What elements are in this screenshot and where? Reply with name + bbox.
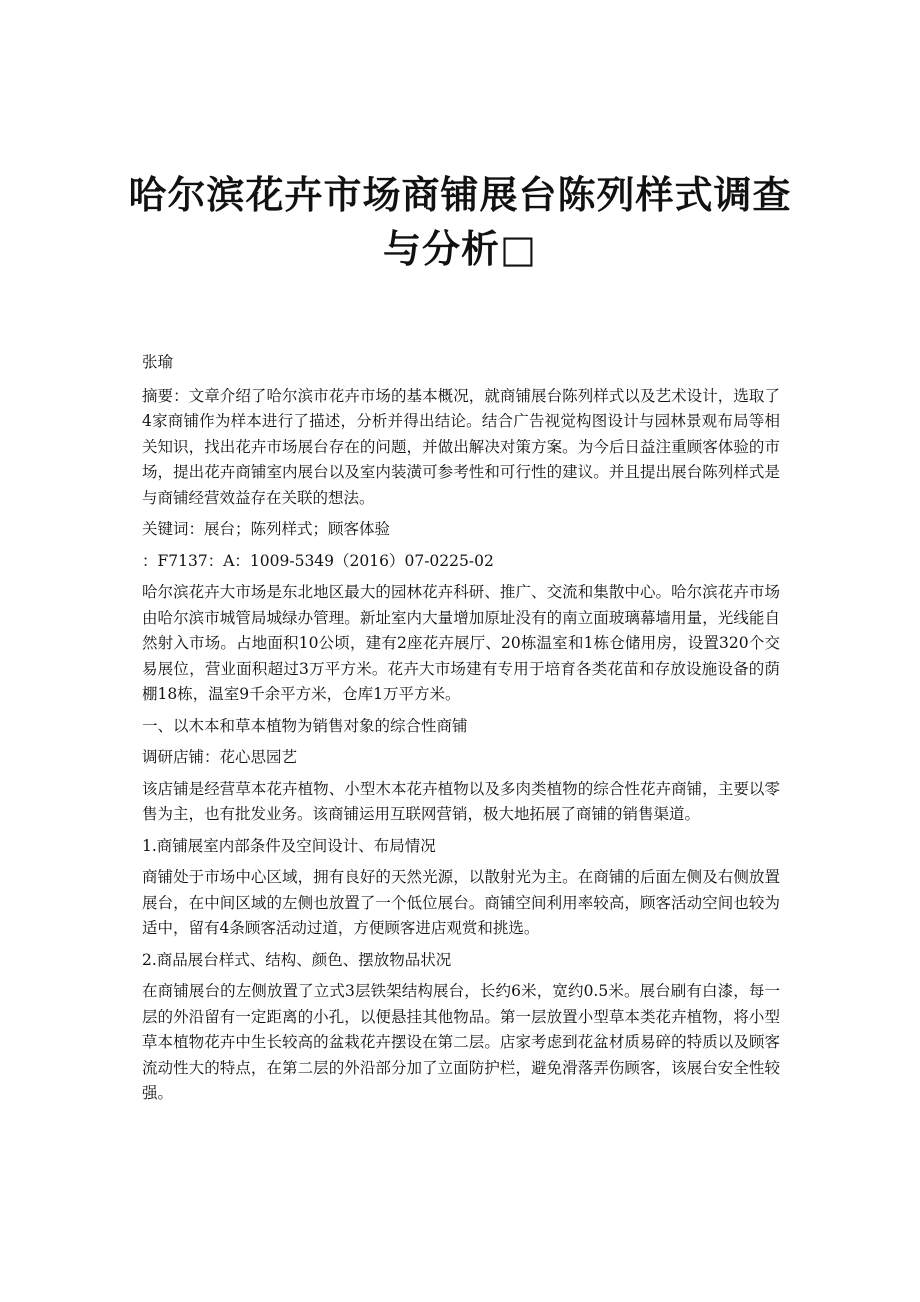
subsection-heading-1: 1.商铺展室内部条件及空间设计、布局情况 (142, 836, 436, 855)
subsection-paragraph-1: 商铺处于市场中心区域，拥有良好的天然光源，以散射光为主。在商铺的后面左侧及右侧放置展台，在中间区域的左侧也放置了一个低位展台。商铺空间利用率较高，顾客活动空间也较为适中，留有4条顾客活动过道，方便顾客进店观赏和挑选。 (142, 868, 780, 937)
abstract-paragraph: 摘要：文章介绍了哈尔滨市花卉市场的基本概况，就商铺展台陈列样式以及艺术设计，选取了4家商铺作为样本进行了描述，分析并得出结论。结合广告视觉构图设计与园林景观布局等相关知识，找出花卉市场展台存在的问题，并做出解决对策方案。为今后日益注重顾客体验的市场，提出花卉商铺室内展台以及室内装潢可参考性和可行性的建议。并且提出展台陈列样式是与商铺经营效益存在关联的想法。 (142, 386, 780, 507)
subsection-heading-2: 2.商品展台样式、结构、颜色、摆放物品状况 (142, 950, 452, 969)
shop-name-line: 调研店铺：花心思园艺 (142, 748, 298, 766)
classification-line: ：F7137：A：1009-5349（2016）07-0225-02 (142, 551, 494, 570)
subsection-paragraph-2: 在商铺展台的左侧放置了立式3层铁架结构展台，长约6米，宽约0.5米。展台刷有白漆，每一层的外沿留有一定距离的小孔，以便悬挂其他物品。第一层放置小型草本类花卉植物，将小型草本植物花卉中生长较高的盆栽花卉摆设在第二层。店家考虑到花盆材质易碎的特质以及顾客流动性大的特点，在第二层的外沿部分加了立面防护栏，避免滑落弄伤顾客，该展台安全性较强。 (142, 982, 780, 1102)
author-name: 张瑜 (142, 353, 174, 371)
document-body (142, 350, 780, 1113)
intro-paragraph: 哈尔滨花卉大市场是东北地区最大的园林花卉科研、推广、交流和集散中心。哈尔滨花卉市场由哈尔滨市城管局城绿办管理。新址室内大量增加原址没有的南立面玻璃幕墙用量，光线能自然射入市场。占地面积10公顷，建有2座花卉展厅、20栋温室和1栋仓储用房，设置320个交易展位，营业面积超过3万平方米。花卉大市场建有专用于培育各类花苗和存放设施设备的荫棚18栋，温室9千余平方米，仓库1万平方米。 (142, 583, 780, 703)
document-title: 哈尔滨花卉市场商铺展台陈列样式调查与分析□ (128, 172, 792, 271)
shop-description-paragraph: 该店铺是经营草本花卉植物、小型木本花卉植物以及多肉类植物的综合性花卉商铺，主要以零售为主，也有批发业务。该商铺运用互联网营销，极大地拓展了商铺的销售渠道。 (142, 779, 780, 823)
section-heading: 一、以木本和草本植物为销售对象的综合性商铺 (142, 716, 468, 735)
keywords-line: 关键词：展台；陈列样式；顾客体验 (142, 520, 391, 538)
